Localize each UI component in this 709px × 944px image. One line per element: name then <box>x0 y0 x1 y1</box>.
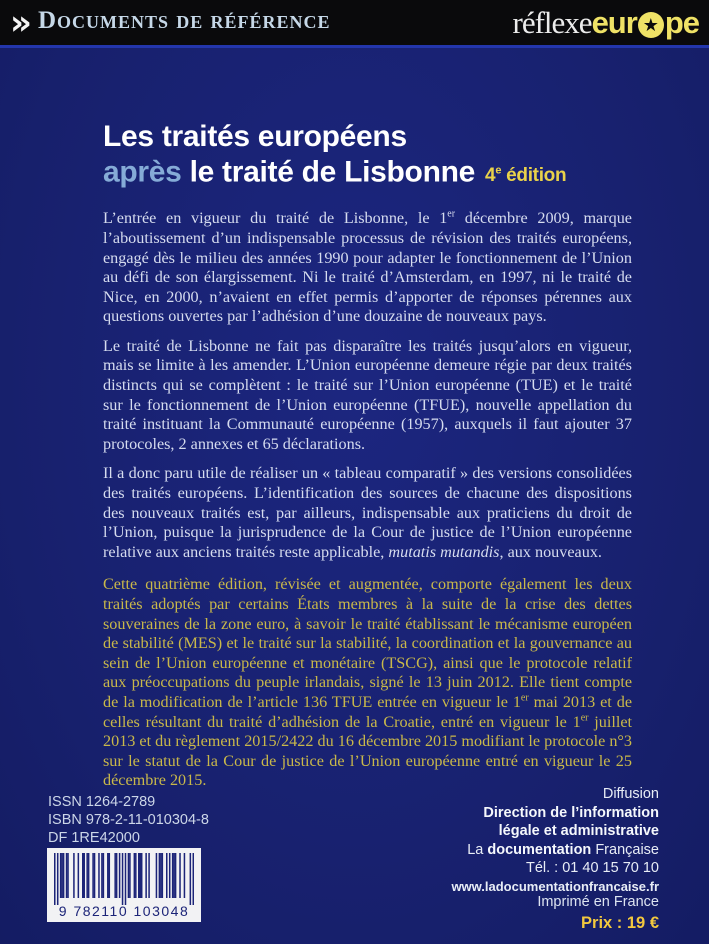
df-reference: DF 1RE42000 <box>48 830 140 846</box>
reflexe-europe-logo <box>513 5 699 41</box>
barcode-number: 9 782110 103048 <box>58 903 190 919</box>
book-title-line2 <box>103 154 632 193</box>
title-main-part: le traité de Lisbonne <box>181 155 476 189</box>
distribution-block <box>451 785 659 896</box>
logo-text-reflexe: réflexe <box>512 4 592 40</box>
diffusion-label: Diffusion <box>602 786 659 802</box>
ean13-barcode <box>47 848 201 922</box>
logo-text-pe: pe <box>664 4 699 40</box>
print-info-block <box>537 893 659 934</box>
logo-text-eur: eur <box>591 4 637 40</box>
cover-text-block <box>103 119 632 801</box>
europe-star-icon: ★ <box>638 12 664 38</box>
edition-badge: 4e édition <box>485 165 567 187</box>
paragraph-intro: L’entrée en vigueur du traité de Lisbonne, le 1er décembre 2009, marque l’aboutissement d’un indispensable processus de révision des traités européens, engagé dès le milieu des années 1990 pour adapter le fonctionnement de l’Union au défi de son élargissement. Ni le traité d’Amsterdam, en 1997, ni le traité de Nice, en 2000, n’avaient en effet permis d’apporter de réponses pérennes aux questions ouvertes par l’adhésion d’une douzaine de nouveaux pays. <box>103 208 632 326</box>
issn-number: ISSN 1264-2789 <box>48 794 156 810</box>
series-banner <box>0 0 709 48</box>
double-chevron-icon: » <box>10 2 30 43</box>
paragraph-fourth-edition: Cette quatrième édition, révisée et augmentée, comporte également les deux traités adoptés par certains États membres à la suite de la crise des dettes souveraines de la zone euro, à savoir le traité établissant le mécanisme européen de stabilité (MES) et le traité sur la stabilité, la coordination et la gouvernance au sein de l’Union européenne et monétaire (TSCG), ainsi que le protocole relatif aux préoccupations du peuple irlandais, signé le 13 juin 2012. Elle tient compte de la modification de l’article 136 TFUE entrée en vigueur le 1er mai 2013 et de celles résultant du traité d’adhésion de la Croatie, entré en vigueur le 1er juillet 2013 et du règlement 2015/2422 du 16 décembre 2015 modifiant le protocole n°3 sur le statut de la Cour de justice de l’Union européenne entré en vigueur le 25 décembre 2015. <box>103 575 633 790</box>
title-highlight-apres: après <box>103 155 182 189</box>
series-title: Documents de référence <box>37 6 331 34</box>
imprint-block <box>48 793 209 847</box>
barcode-svg <box>54 853 194 905</box>
printed-in-france-label: Imprimé en France <box>537 894 659 910</box>
documentation-francaise-line: La documentation Française <box>467 841 659 858</box>
website-url: www.ladocumentationfrancaise.fr <box>451 878 659 894</box>
dila-name-line1: Direction de l’information <box>483 804 659 821</box>
price-label: Prix : 19 € <box>581 914 659 932</box>
phone-number: Tél. : 01 40 15 70 10 <box>525 860 659 876</box>
paragraph-treaties: Le traité de Lisbonne ne fait pas disparaître les traités jusqu’alors en vigueur, mais se limite à les amender. L’Union européenne demeure régie par deux traités distincts qui se complètent : le traité sur l’Union européenne (TUE) et le traité sur le fonctionnement de l’Union européenne (TFUE), nouvelle appellation du traité instituant la Communauté européenne (1957), auxquels il faut ajouter 37 protocoles, 2 annexes et 65 déclarations. <box>103 336 632 453</box>
isbn-number: ISBN 978-2-11-010304-8 <box>48 812 209 828</box>
book-title-line1: Les traités européens <box>103 120 407 153</box>
paragraph-comparative-table: Il a donc paru utile de réaliser un « tableau comparatif » des versions consolidées des traités européens. L’identification des sources de chacune des dispositions des nouveaux traités est, par ailleurs, indispensable aux praticiens du droit de l’Union, puisque la jurisprudence de la Cour de justice de l’Union européenne relative aux anciens traités reste applicable, mutatis mutandis, aux nouveaux. <box>103 464 632 561</box>
dila-name-line2: légale et administrative <box>498 823 659 839</box>
